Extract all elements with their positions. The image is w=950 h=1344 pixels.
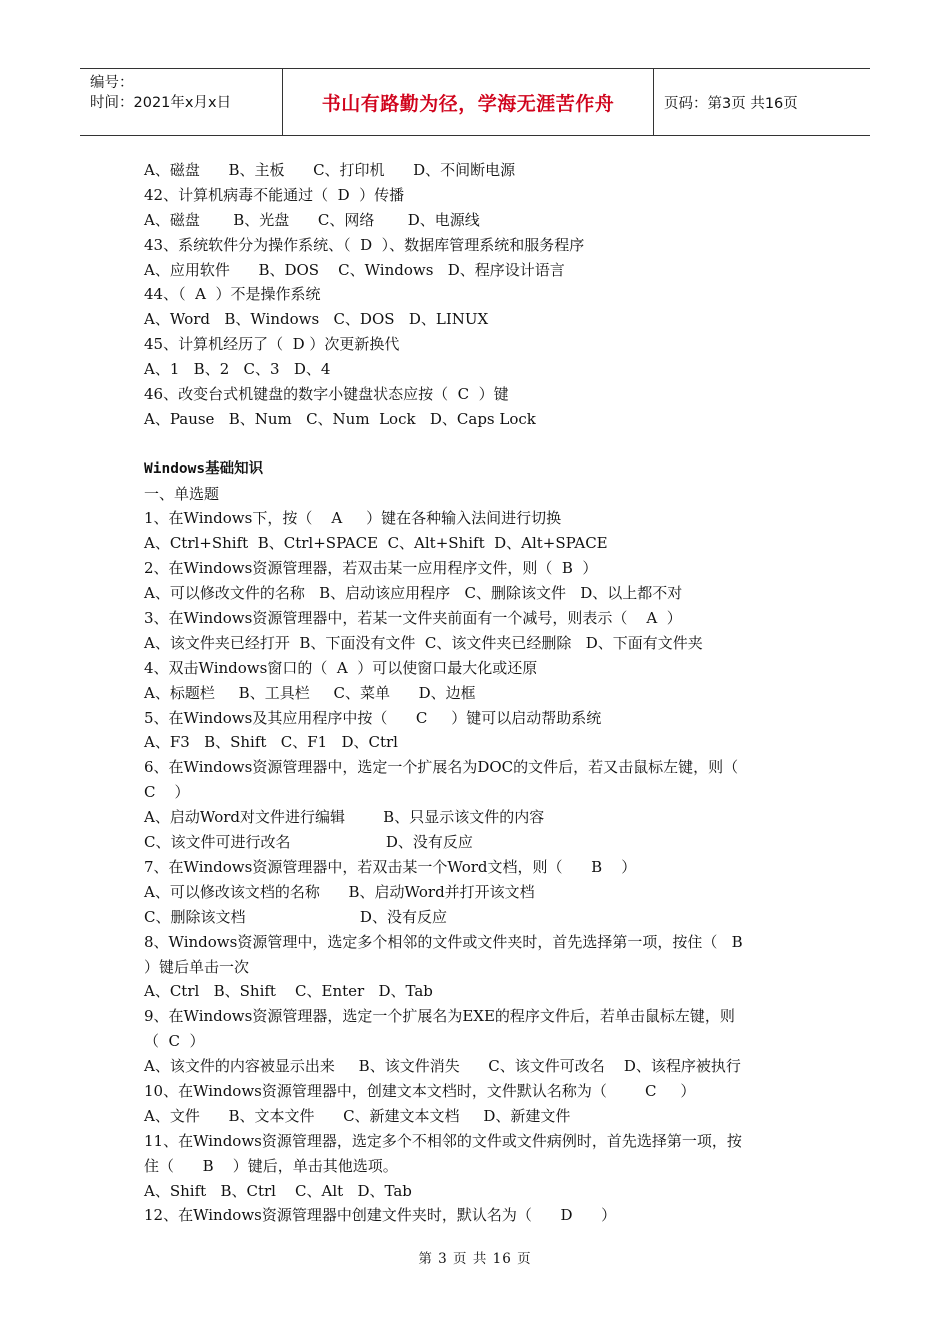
text-line: 46、改变台式机键盘的数字小键盘状态应按（ C ）键	[144, 385, 509, 404]
text-line: 42、计算机病毒不能通过（ D ）传播	[144, 185, 405, 204]
text-line: 5、在Windows及其应用程序中按（ C ）键可以启动帮助系统	[144, 708, 602, 727]
text-line: A、Pause B、Num C、Num Lock D、Caps Lock	[144, 409, 536, 428]
page-header	[80, 68, 870, 136]
header-meta	[80, 69, 282, 135]
text-line: A、可以修改该文档的名称 B、启动Word并打开该文档	[144, 882, 535, 901]
text-line: 4、双击Windows窗口的（ A ）可以使窗口最大化或还原	[144, 658, 538, 677]
text-line: 10、在Windows资源管理器中，创建文本文档时，文件默认名称为（ C ）	[144, 1081, 696, 1100]
text-line: （ C ）	[144, 1032, 205, 1051]
text-line: A、Word B、Windows C、DOS D、LINUX	[144, 310, 489, 329]
text-line: 1、在Windows下，按（ A ）键在各种输入法间进行切换	[144, 509, 562, 528]
text-line: A、标题栏 B、工具栏 C、菜单 D、边框	[144, 683, 476, 702]
question-block-a	[144, 158, 814, 432]
header-page-info: 页码：第3页 共16页	[664, 95, 798, 112]
text-line: 7、在Windows资源管理器中，若双击某一个Word文档，则（ B ）	[144, 857, 637, 876]
text-line: 一、单选题	[144, 484, 220, 503]
text-line: A、该文件夹已经打开 B、下面没有文件 C、该文件夹已经删除 D、下面有文件夹	[144, 633, 703, 652]
text-line: A、Shift B、Ctrl C、Alt D、Tab	[144, 1181, 412, 1200]
text-line: 3、在Windows资源管理器中，若某一文件夹前面有一个减号，则表示（ A ）	[144, 609, 682, 628]
text-line: 45、计算机经历了（ D ）次更新换代	[144, 335, 400, 354]
text-line: 12、在Windows资源管理器中创建文件夹时，默认名为（ D ）	[144, 1206, 617, 1225]
paragraph-gap	[144, 432, 814, 457]
text-line: 6、在Windows资源管理器中，选定一个扩展名为DOC的文件后，若又击鼠标左键，则（	[144, 758, 739, 777]
text-line: C ）	[144, 783, 190, 802]
text-line: A、该文件的内容被显示出来 B、该文件消失 C、该文件可改名 D、该程序被执行	[144, 1057, 741, 1076]
text-line: 9、在Windows资源管理器，选定一个扩展名为EXE的程序文件后，若单击鼠标左键，则	[144, 1007, 735, 1026]
text-line: A、文件 B、文本文件 C、新建文本文档 D、新建文件	[144, 1106, 571, 1125]
section-title: Windows基础知识	[144, 460, 264, 477]
text-line: A、磁盘 B、光盘 C、网络 D、电源线	[144, 210, 480, 229]
text-line: 2、在Windows资源管理器，若双击某一应用程序文件，则（ B ）	[144, 559, 598, 578]
text-line: 43、系统软件分为操作系统、（ D ）、数据库管理系统和服务程序	[144, 235, 585, 254]
text-line: A、Ctrl B、Shift C、Enter D、Tab	[144, 982, 433, 1001]
text-line: 住（ B ）键后，单击其他选项。	[144, 1156, 398, 1175]
header-motto-cell	[282, 69, 654, 135]
page-footer: 第 3 页 共 16 页	[418, 1251, 532, 1267]
text-line: A、应用软件 B、DOS C、Windows D、程序设计语言	[144, 260, 565, 279]
text-line: ）键后单击一次	[144, 957, 250, 976]
header-number-label: 编号：	[90, 75, 134, 91]
text-line: 8、Windows资源管理中，选定多个相邻的文件或文件夹时，首先选择第一项，按住（ B	[144, 932, 743, 951]
text-line: A、可以修改文件的名称 B、启动该应用程序 C、删除该文件 D、以上都不对	[144, 584, 683, 603]
text-line: A、启动Word对文件进行编辑 B、只显示该文件的内容	[144, 808, 545, 827]
header-motto: 书山有路勤为径，学海无涯苦作舟	[321, 92, 615, 115]
text-line: A、磁盘 B、主板 C、打印机 D、不间断电源	[144, 161, 516, 179]
text-line: 11、在Windows资源管理器，选定多个不相邻的文件或文件病例时，首先选择第一项，按	[144, 1131, 742, 1150]
text-line: A、F3 B、Shift C、F1 D、Ctrl	[144, 733, 398, 752]
text-line: A、1 B、2 C、3 D、4	[144, 360, 331, 379]
document-body	[144, 158, 814, 1228]
text-line: A、Ctrl+Shift B、Ctrl+SPACE C、Alt+Shift D、Alt+SPACE	[144, 534, 608, 553]
text-line: C、删除该文档 D、没有反应	[144, 907, 447, 926]
question-block-b	[144, 482, 814, 1229]
text-line: C、该文件可进行改名 D、没有反应	[144, 833, 473, 852]
text-line: 44、（ A ）不是操作系统	[144, 285, 321, 304]
header-time-label: 时间：2021年x月x日	[90, 95, 232, 111]
